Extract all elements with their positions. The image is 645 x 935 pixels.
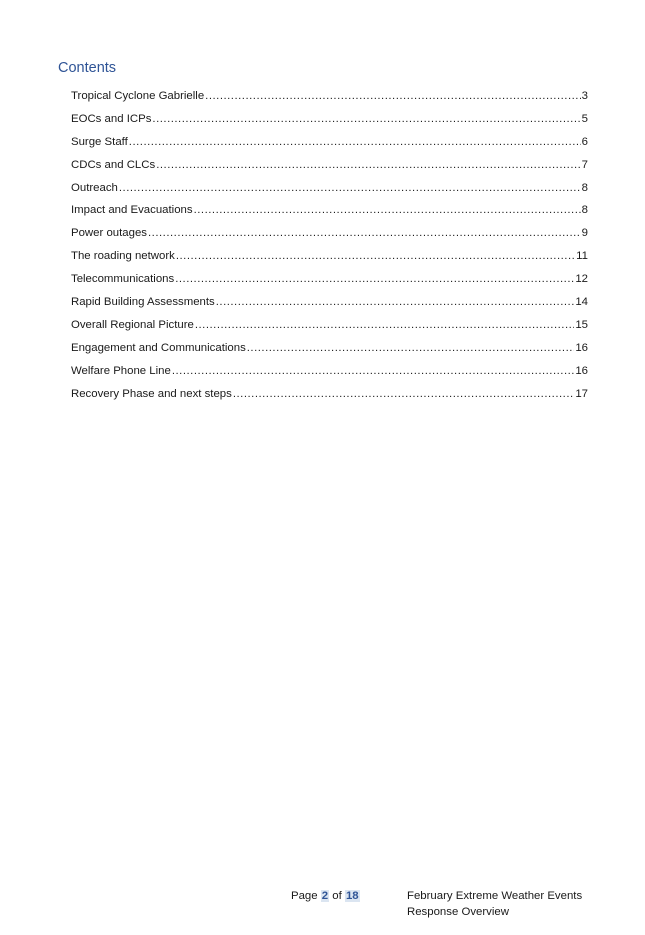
toc-entry-page: 11 (576, 250, 588, 263)
toc-leader-dots (176, 247, 575, 265)
toc-entry-title: Surge Staff (71, 135, 128, 148)
toc-leader-dots (175, 270, 574, 288)
toc-entry-title: Outreach (71, 181, 118, 194)
toc-entry-page: 16 (575, 364, 588, 377)
toc-entry-title: CDCs and CLCs (71, 158, 156, 171)
toc-leader-dots (148, 224, 581, 242)
toc-entry-page: 14 (575, 296, 588, 309)
toc-leader-dots (172, 362, 574, 380)
toc-leader-dots (119, 179, 581, 197)
toc-entry-page: 16 (575, 341, 588, 354)
toc-entry-page: 9 (581, 227, 588, 240)
toc-entry[interactable] (71, 87, 588, 110)
toc-leader-dots (156, 156, 580, 174)
toc-entry-page: 12 (575, 273, 588, 286)
total-pages-number: 18 (345, 890, 359, 902)
toc-entry-page: 8 (581, 204, 588, 217)
document-title (407, 888, 582, 920)
toc-list (71, 87, 588, 407)
toc-entry-title: Engagement and Communications (71, 341, 246, 354)
toc-leader-dots (129, 133, 581, 151)
toc-entry[interactable] (71, 224, 588, 247)
toc-entry[interactable] (71, 316, 588, 339)
toc-entry-title: Welfare Phone Line (71, 364, 171, 377)
toc-entry[interactable] (71, 201, 588, 224)
toc-entry[interactable] (71, 247, 588, 270)
page-separator: of (332, 890, 342, 902)
toc-entry-title: Rapid Building Assessments (71, 296, 215, 309)
toc-entry[interactable] (71, 362, 588, 385)
toc-entry[interactable] (71, 179, 588, 202)
toc-entry-title: Telecommunications (71, 273, 175, 286)
toc-leader-dots (233, 385, 575, 403)
toc-entry[interactable] (71, 110, 588, 133)
toc-entry-title: Impact and Evacuations (71, 204, 193, 217)
toc-leader-dots (152, 110, 580, 128)
page-number (291, 888, 360, 904)
toc-heading: Contents (58, 60, 117, 76)
toc-entry[interactable] (71, 133, 588, 156)
toc-entry-title: Power outages (71, 227, 147, 240)
toc-entry-title: EOCs and ICPs (71, 112, 152, 125)
toc-entry-page: 17 (575, 387, 588, 400)
toc-leader-dots (205, 87, 581, 105)
toc-entry-title: Overall Regional Picture (71, 318, 194, 331)
toc-entry[interactable] (71, 339, 588, 362)
toc-entry[interactable] (71, 156, 588, 179)
toc-leader-dots (194, 201, 581, 219)
toc-entry-title: Recovery Phase and next steps (71, 387, 232, 400)
toc-leader-dots (195, 316, 575, 334)
toc-leader-dots (216, 293, 575, 311)
document-title-line: Response Overview (407, 906, 509, 918)
document-title-line: February Extreme Weather Events (407, 890, 583, 902)
toc-entry-title: Tropical Cyclone Gabrielle (71, 90, 205, 102)
toc-entry-page: 7 (581, 158, 588, 171)
toc-entry-page: 15 (575, 318, 588, 331)
toc-entry-title: The roading network (71, 250, 175, 263)
toc-entry-page: 6 (581, 135, 588, 148)
toc-entry-page: 5 (581, 112, 588, 125)
current-page-number: 2 (321, 890, 329, 902)
toc-entry[interactable] (71, 293, 588, 316)
toc-entry[interactable] (71, 385, 588, 408)
toc-entry-page: 8 (581, 181, 588, 194)
toc-entry[interactable] (71, 270, 588, 293)
toc-entry-page: 3 (581, 90, 588, 102)
toc-leader-dots (247, 339, 575, 357)
page-prefix: Page (291, 890, 318, 902)
